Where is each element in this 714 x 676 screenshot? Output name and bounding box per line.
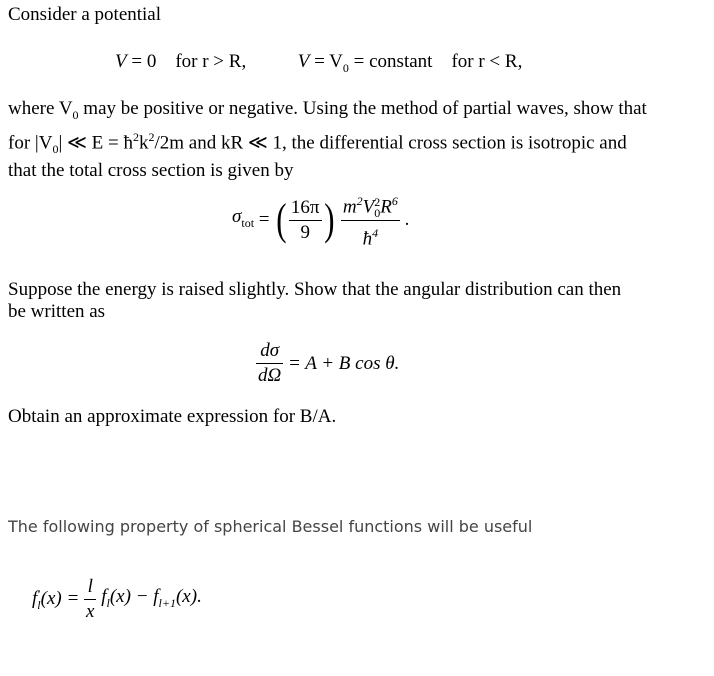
potential-constant: = constant: [353, 51, 433, 72]
potential-v-right: V: [297, 51, 310, 72]
angular-distribution-rhs: = A + B cos θ.: [288, 352, 400, 374]
intro-text: Consider a potential: [8, 4, 162, 25]
fraction-16pi-9: $\frac{16\pi}{9}$: [290, 196, 320, 243]
bessel-note: The following property of spherical Bessel functions will be useful: [8, 517, 533, 536]
para2-line1: Suppose the energy is raised slightly. Show that the angular distribution can then: [8, 279, 622, 300]
sigma-total-equation: $\sigma_{tot}$ = ( $\frac{16\pi}{9}$ ) $m^2V$ 2 0 $R^6$ $ħ^4$ .: [232, 190, 409, 250]
differential-cross-section-equation: [256, 340, 399, 387]
sigma-symbol: σ: [232, 206, 242, 228]
potential-cond-outside: for r > R,: [175, 51, 247, 72]
bessel-recurrence-equation: f ′ l (x) = $\frac{l}{x}$ $f_l(x) - f_{l+1}(x)$.: [32, 576, 202, 622]
potential-equation: V = 0 for r > R, $V = V_0$ = constant for r < R,: [115, 51, 523, 75]
potential-v-left: V: [115, 51, 127, 72]
right-paren: ): [323, 195, 334, 245]
obtain-text: Obtain an approximate expression for B/A.: [8, 406, 337, 427]
potential-zero: = 0: [131, 51, 157, 72]
fraction-m2v02r6-hbar4: $m^2V$ 2 0 $R^6$ $ħ^4$: [342, 194, 398, 250]
fraction-l-over-x: $\frac{l}{x}$: [86, 576, 95, 622]
paragraph-partial-waves: [8, 98, 688, 182]
sigma-equals: =: [258, 209, 270, 231]
fraction-dsigma-domega: $\frac{d\sigma}{d\Omega}$: [258, 340, 282, 386]
left-paren: (: [276, 195, 287, 245]
para2-line2: be written as: [8, 301, 106, 322]
potential-v0: = V: [314, 51, 343, 72]
sigma-period: .: [404, 209, 410, 231]
potential-cond-inside: for r < R,: [451, 51, 523, 72]
para1-line2: for $|V_0|$ ≪ $E = ħ^2k^2/2m$ and kR ≪ 1, the differential cross section is isotropic and: [8, 129, 627, 156]
paragraph-energy-raised: [8, 279, 688, 323]
para1-line1: where $V_0$ may be positive or negative. Using the method of partial waves, show that: [8, 98, 647, 122]
para1-line3: that the total cross section is given by: [8, 159, 294, 181]
